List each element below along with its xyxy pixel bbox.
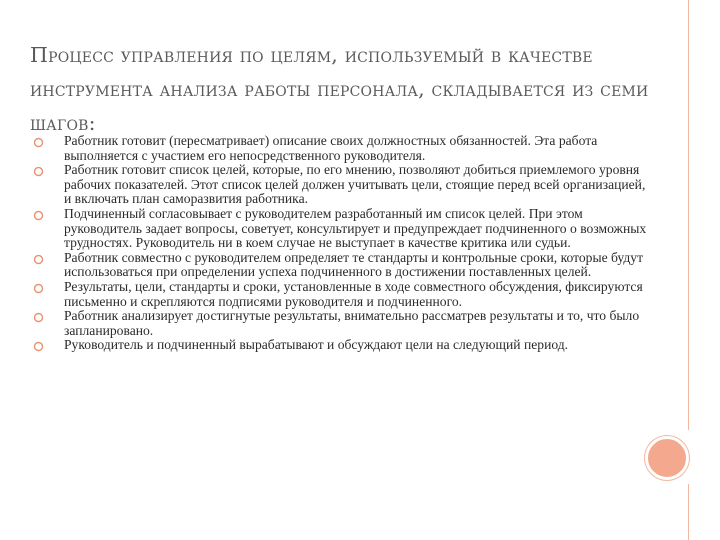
- slide-title: Процесс управления по целям, используемый в качестве инструмента анализа работы персонала, складывается из семи шагов:: [30, 43, 649, 135]
- step-item: [33, 163, 653, 207]
- steps-list: [33, 134, 653, 353]
- decorative-bottom-line: [688, 484, 689, 540]
- step-text: Работник готовит (пересматривает) описание своих должностных обязанностей. Эта работа выполняется с участием его непосредственного руководителя.: [64, 133, 598, 163]
- step-text: Работник анализирует достигнутые результаты, внимательно рассматрев результаты и то, что было запланировано.: [64, 308, 640, 338]
- step-text: Подчиненный согласовывает с руководителем разработанный им список целей. При этом руководитель задает вопросы, советует, консультирует и предупреждает подчиненного о возможных трудностях. Руководитель ни в коем случае не выступает в качестве критика или судьи.: [64, 205, 647, 251]
- circle-outline-icon: [33, 210, 44, 221]
- decorative-right-line: [688, 0, 689, 430]
- circle-outline-icon: [33, 166, 44, 177]
- circle-outline-icon: [33, 312, 44, 323]
- step-item: [33, 280, 653, 309]
- step-item: [33, 251, 653, 280]
- decorative-top-line: [0, 0, 689, 6]
- step-item: [33, 338, 653, 353]
- step-item: [33, 309, 653, 338]
- circle-outline-icon: [33, 283, 44, 294]
- circle-outline-icon: [33, 341, 44, 352]
- step-text: Работник совместно с руководителем определяет те стандарты и контрольные сроки, которые будут использоваться при определении успеха подчиненного в достижении поставленных целей.: [64, 249, 644, 280]
- step-text: Результаты, цели, стандарты и сроки, установленные в ходе совместного обсуждения, фиксируются письменно и скрепляются подписями руководителя и подчиненного.: [64, 278, 643, 309]
- step-item: [33, 207, 653, 251]
- step-text: Руководитель и подчиненный вырабатывают и обсуждают цели на следующий период.: [64, 337, 569, 353]
- step-item: [33, 134, 653, 163]
- circle-outline-icon: [33, 137, 44, 148]
- circle-outline-icon: [33, 254, 44, 265]
- decorative-circle: [645, 436, 689, 480]
- step-text: Работник готовит список целей, которые, по его мнению, позволяют добиться приемлемого уровня рабочих показателей. Этот список целей должен учитывать цели, стоящие перед всей организацией, и включать план саморазвития работника.: [64, 162, 646, 207]
